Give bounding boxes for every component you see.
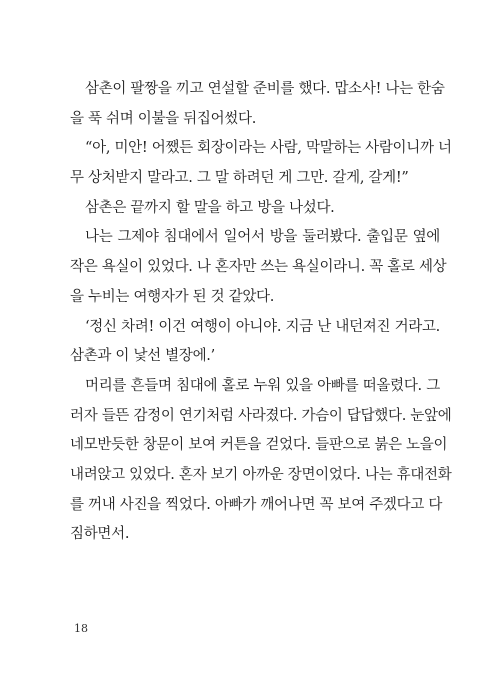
text-line: 짐하면서.	[70, 526, 130, 543]
text-line: 러자 들뜬 감정이 연기처럼 사라졌다. 가슴이 답답했다. 눈앞에	[70, 407, 452, 424]
text-line: 을 푹 쉬며 이불을 뒤집어썼다.	[70, 110, 257, 127]
text-line: 삼촌과 이 낯선 별장에.’	[70, 348, 215, 365]
text-line: 나는 그제야 침대에서 일어서 방을 둘러봤다. 출입문 옆에	[85, 229, 440, 246]
text-line: 를 꺼내 사진을 찍었다. 아빠가 깨어나면 꼭 보여 주겠다고 다	[70, 496, 443, 513]
text-line: 네모반듯한 창문이 보여 커튼을 걷었다. 들판으로 붉은 노을이	[70, 437, 448, 454]
text-line: ‘정신 차려! 이건 여행이 아니야. 지금 난 내던져진 거라고.	[85, 318, 440, 335]
text-line: 내려앉고 있었다. 혼자 보기 아까운 장면이었다. 나는 휴대전화	[70, 466, 452, 483]
text-line: 삼촌은 끝까지 할 말을 하고 방을 나섰다.	[85, 199, 335, 216]
page-number: 18	[74, 622, 88, 635]
text-line: 무 상처받지 말라고. 그 말 하려던 게 그만. 갈게, 갈게!”	[70, 170, 409, 187]
body-text	[70, 75, 452, 550]
text-line: 삼촌이 팔짱을 끼고 연설할 준비를 했다. 맙소사! 나는 한숨	[85, 81, 445, 97]
text-line: 작은 욕실이 있었다. 나 혼자만 쓰는 욕실이라니. 꼭 홀로 세상	[70, 259, 447, 276]
text-line: 머리를 흔들며 침대에 홀로 누워 있을 아빠를 떠올렸다. 그	[85, 377, 440, 394]
text-line: “아, 미안! 어쨌든 회장이라는 사람, 막말하는 사람이니까 너	[85, 140, 452, 157]
text-line: 을 누비는 여행자가 된 것 같았다.	[70, 288, 275, 305]
